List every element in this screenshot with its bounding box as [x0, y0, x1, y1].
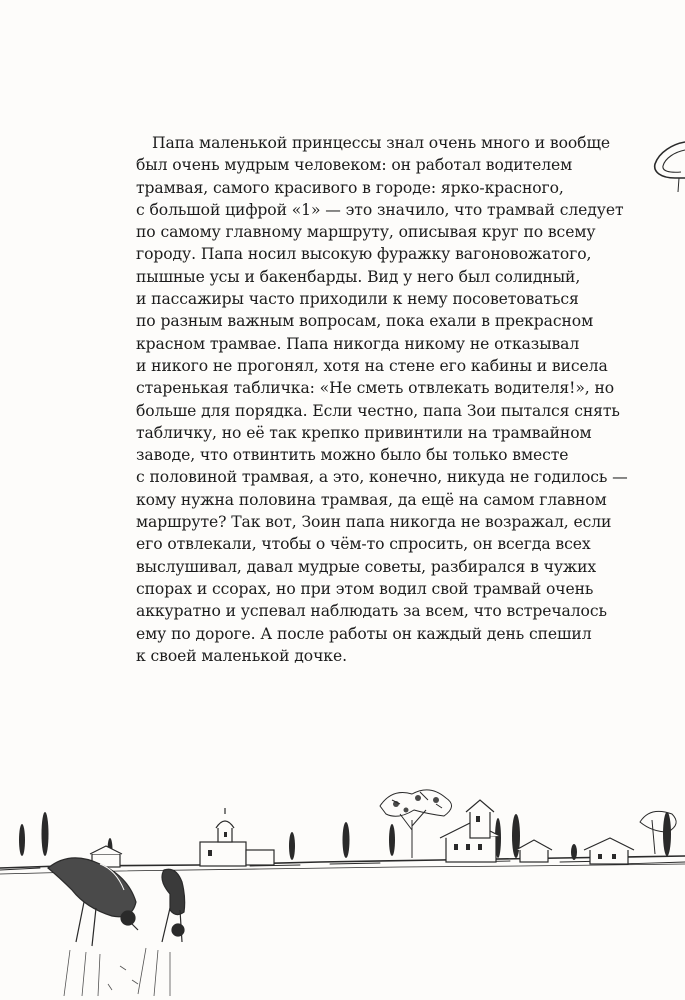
text-line: заводе, что отвинтить можно было бы только вместе — [136, 446, 569, 465]
text-line: спорах и ссорах, но при этом водил свой трамвай очень — [136, 579, 594, 598]
tram-handle-sketch-icon — [645, 130, 685, 200]
text-line: красном трамвае. Папа никогда никому не отказывал — [136, 334, 580, 353]
text-line: старенькая табличка: «Не сметь отвлекать водителя!», но — [136, 379, 615, 398]
text-line: и пассажиры часто приходили к нему посоветоваться — [136, 290, 579, 309]
text-line: трамвая, самого красивого в городе: ярко-красного, — [136, 178, 564, 197]
text-line: с большой цифрой «1» — это значило, что трамвай следует — [136, 200, 624, 219]
text-line: его отвлекали, чтобы о чём-то спросить, он всегда всех — [136, 535, 591, 554]
text-line: с половиной трамвая, а это, конечно, никуда не годилось — — [136, 468, 628, 487]
text-line: маршруте? Так вот, Зоин папа никогда не возражал, если — [136, 513, 612, 532]
text-line: больше для порядка. Если честно, папа Зои пытался снять — [136, 401, 620, 420]
text-line: табличку, но её так крепко привинтили на трамвайном — [136, 423, 592, 442]
text-line: городу. Папа носил высокую фуражку вагоновожатого, — [136, 245, 592, 264]
text-line: пышные усы и бакенбарды. Вид у него был солидный, — [136, 267, 581, 286]
text-line: и никого не прогонял, хотя на стене его кабины и висела — [136, 356, 608, 375]
text-line: Папа маленькой принцессы знал очень много и вообще — [152, 134, 610, 152]
text-line: был очень мудрым человеком: он работал водителем — [136, 156, 573, 175]
text-line: ему по дороге. А после работы он каждый день спешил — [136, 624, 592, 643]
text-line: к своей маленькой дочке. — [136, 646, 347, 665]
text-line: по разным важным вопросам, пока ехали в прекрасном — [136, 312, 594, 331]
text-line: выслушивал, давал мудрые советы, разбирался в чужих — [136, 557, 597, 576]
village-landscape-sketch-icon — [0, 770, 685, 1000]
text-line: аккуратно и успевал наблюдать за всем, что встречалось — [136, 602, 607, 621]
text-line: по самому главному маршруту, описывая круг по всему — [136, 223, 596, 242]
story-text — [136, 132, 628, 667]
text-line: кому нужна половина трамвая, да ещё на самом главном — [136, 490, 607, 509]
